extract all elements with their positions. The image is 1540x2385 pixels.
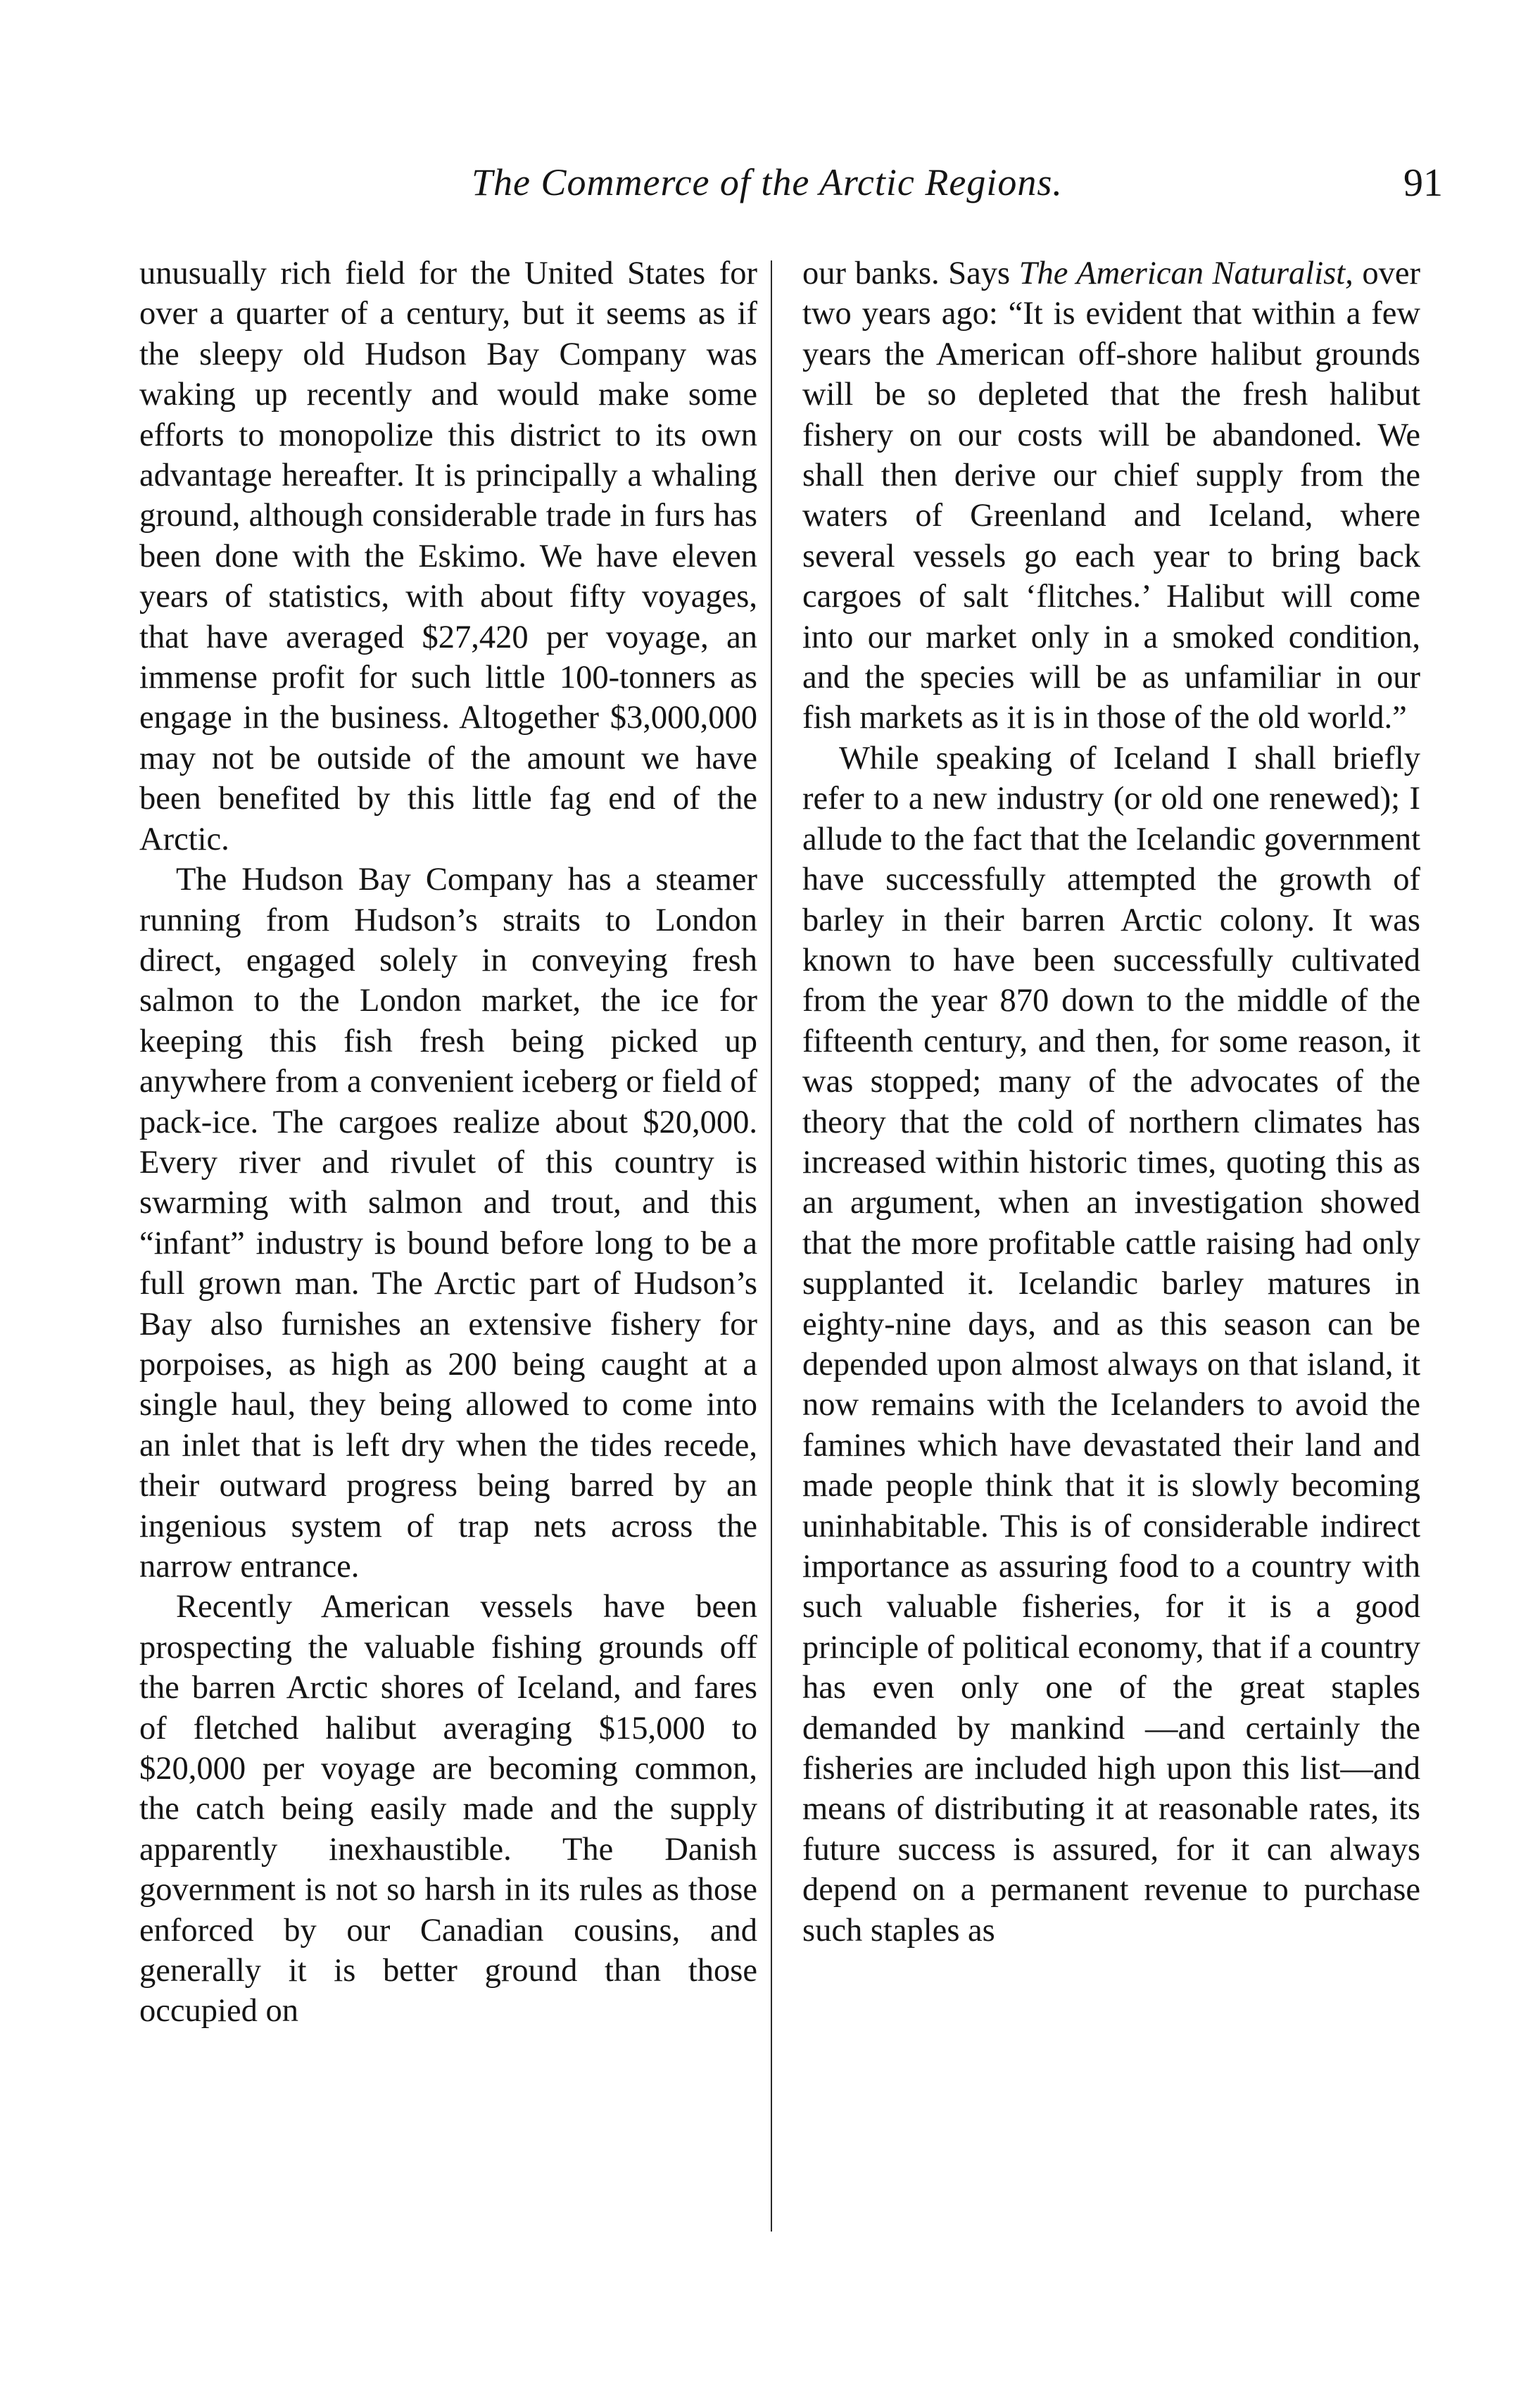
paragraph: Recently American vessels have been prospecting the valuable fishing grounds off the barren Arctic shores of Iceland, and fares of fletched halibut averaging $15,000 to $20,000 per voyage are becoming common, the catch being easily made and the supply apparently inexhaustible. The Danish government is not so harsh in its rules as those enforced by our Canadian cousins, and generally it is better ground than those occupied on bbox=[139, 1589, 757, 2030]
paragraph-text: our banks. Says bbox=[802, 256, 1019, 291]
right-column bbox=[802, 253, 1420, 2274]
running-head bbox=[282, 161, 1478, 217]
journal-title: The American Naturalist, bbox=[1018, 256, 1353, 291]
page-number: 91 bbox=[1403, 161, 1443, 205]
text-columns bbox=[139, 253, 1420, 2274]
paragraph: The Hudson Bay Company has a steamer running from Hudson’s straits to London direct, engaged solely in conveying fresh salmon to the London market, the ice for keeping this fish fresh being picked up anywhere from a convenient iceberg or field of pack-ice. The cargoes realize about $20,000. Every river and rivulet of this country is swarming with salmon and trout, and this “infant” industry is bound before long to be a full grown man. The Arctic part of Hudson’s Bay also furnishes an extensive fishery for porpoises, as high as 200 being caught at a single haul, they being allowed to come into an inlet that is left dry when the tides recede, their outward progress being barred by an ingenious system of trap nets across the narrow entrance. bbox=[139, 862, 757, 1585]
paragraph bbox=[802, 253, 1420, 738]
paragraph-text: over two years ago: “It is evident that within a few years the American off-shore halibut grounds will be so depleted that the fresh halibut fishery on our costs will be abandoned. We shall then derive our chief supply from the waters of Greenland and Iceland, where several vessels go each year to bring back cargoes of salt ‘flitches.’ Halibut will come into our market only in a smoked condition, and the species will be as unfamiliar in our fish markets as it is in those of the old world.” bbox=[802, 256, 1420, 736]
left-column bbox=[139, 253, 757, 2274]
running-title: The Commerce of the Arctic Regions. bbox=[472, 161, 1063, 203]
paragraph: unusually rich field for the United States for over a quarter of a century, but it seems as if the sleepy old Hudson Bay Company was waking up recently and would make some efforts to monopolize this district to its own advantage hereafter. It is principally a whaling ground, although considerable trade in furs has been done with the Eskimo. We have eleven years of statistics, with about fifty voyages, that have averaged $27,420 per voyage, an immense profit for such little 100-tonners as engage in the business. Altogether $3,000,000 may not be outside of the amount we have been benefited by this little fag end of the Arctic. bbox=[139, 256, 757, 857]
paragraph: While speaking of Iceland I shall briefly refer to a new industry (or old one renewed); I allude to the fact that the Icelandic government have successfully attempted the growth of barley in their barren Arctic colony. It was known to have been successfully cultivated from the year 870 down to the middle of the fifteenth century, and then, for some reason, it was stopped; many of the advocates of the theory that the cold of northern climates has increased within historic times, quoting this as an argument, when an investigation showed that the more profitable cattle raising had only supplanted it. Icelandic barley matures in eighty-nine days, and as this season can be depended upon almost always on that island, it now remains with the Icelanders to avoid the famines which have devastated their land and made people think that it is slowly becoming uninhabitable. This is of considerable indirect importance as assuring food to a country with such valuable fisheries, for it is a good principle of political economy, that if a country has even only one of the great staples demanded by mankind —and certainly the fisheries are included high upon this list—and means of distributing it at reasonable rates, its future success is assured, for it can always depend on a permanent revenue to purchase such staples as bbox=[802, 740, 1420, 1949]
